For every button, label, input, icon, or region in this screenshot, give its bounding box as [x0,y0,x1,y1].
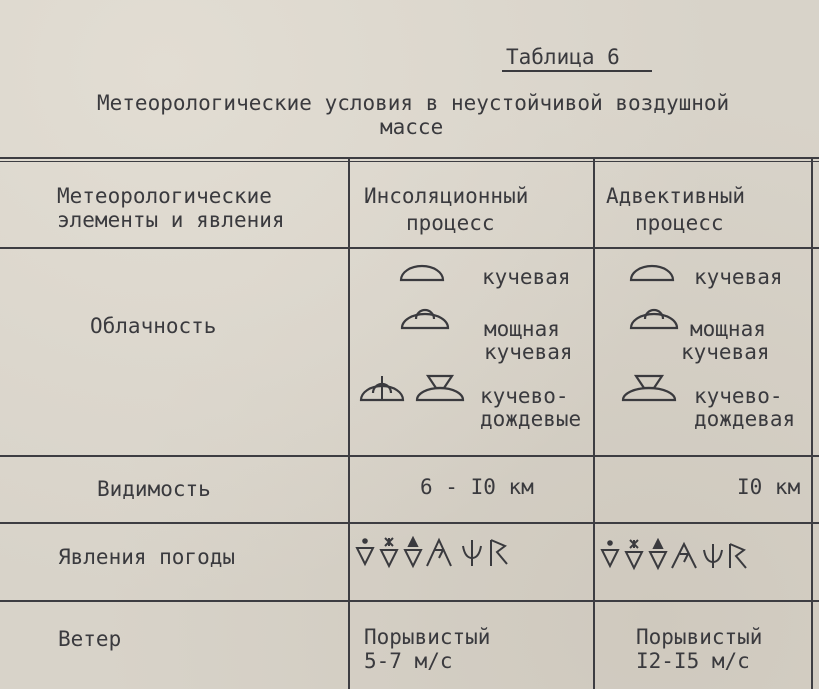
advective-cumulonimbus-label1: кучево- [694,384,783,408]
wind-advective-line2: I2-I5 м/с [636,649,750,673]
header-col3-line2: процесс [635,211,724,235]
insolation-weather-symbols [355,536,535,570]
cloud-row-border [0,455,819,457]
wind-label: Ветер [58,627,122,651]
cumulonimbus-calvus-icon [358,372,406,404]
table-right-border [811,158,813,689]
table-title-line2: массе [380,115,444,139]
table-number-underline [502,70,652,72]
lightning-icon [491,540,507,566]
weather-row-border [0,600,819,602]
advective-strong-cumulus-label2: кучевая [681,340,770,364]
table-title-line1: Метеорологические условия в неустойчивой воздушной [97,91,730,115]
column-divider-2 [593,158,595,689]
hail-icon [650,540,666,568]
insolation-cumulus-label: кучевая [482,265,571,289]
thunderstorm-icon [427,540,451,566]
header-col3-line1: Адвективный [606,184,746,208]
insolation-strong-cumulus-label2: кучевая [484,340,573,364]
table-top-border [0,157,819,159]
visibility-row-border [0,522,819,524]
lightning-icon [730,544,746,568]
visibility-advective-value: I0 км [737,475,801,499]
shower-icon [602,541,618,566]
visibility-label: Видимость [97,477,211,501]
header-col1-line2: элементы и явления [57,208,285,232]
squall-icon [704,544,722,568]
column-divider-1 [348,158,350,689]
thunderstorm-icon [672,544,696,568]
cumulus-congestus-icon [628,298,680,332]
snow-shower-icon [626,540,642,568]
table-number: Таблица 6 [506,45,620,69]
squall-icon [463,540,481,566]
advective-cumulus-label: кучевая [694,265,783,289]
shower-icon [357,539,373,564]
wind-insolation-line2: 5-7 м/с [364,649,453,673]
header-col2-line2: процесс [406,211,495,235]
advective-cumulonimbus-label2: дождевая [694,407,796,431]
cumulus-icon [398,262,446,284]
header-col1-line1: Метеорологические [57,184,272,208]
cumulonimbus-incus-icon [620,372,678,404]
cumulus-icon [628,262,676,284]
wind-insolation-line1: Порывистый [364,625,491,649]
insolation-strong-cumulus-label1: мощная [484,317,560,341]
header-row-border [0,247,819,249]
header-col2-line1: Инсоляционный [364,184,529,208]
weather-label: Явления погоды [58,545,236,569]
table-top-border-inner [0,161,819,162]
cloudiness-label: Облачность [90,314,217,338]
insolation-cumulonimbus-label2: дождевые [480,407,582,431]
advective-strong-cumulus-label1: мощная [690,317,766,341]
wind-advective-line1: Порывистый [636,625,763,649]
insolation-cumulonimbus-label1: кучево- [480,384,569,408]
visibility-insolation-value: 6 - I0 км [420,475,534,499]
snow-shower-icon [381,538,397,566]
cumulus-congestus-icon [399,298,451,332]
advective-weather-symbols [600,538,780,572]
hail-icon [405,538,421,566]
cumulonimbus-incus-icon [414,372,466,404]
